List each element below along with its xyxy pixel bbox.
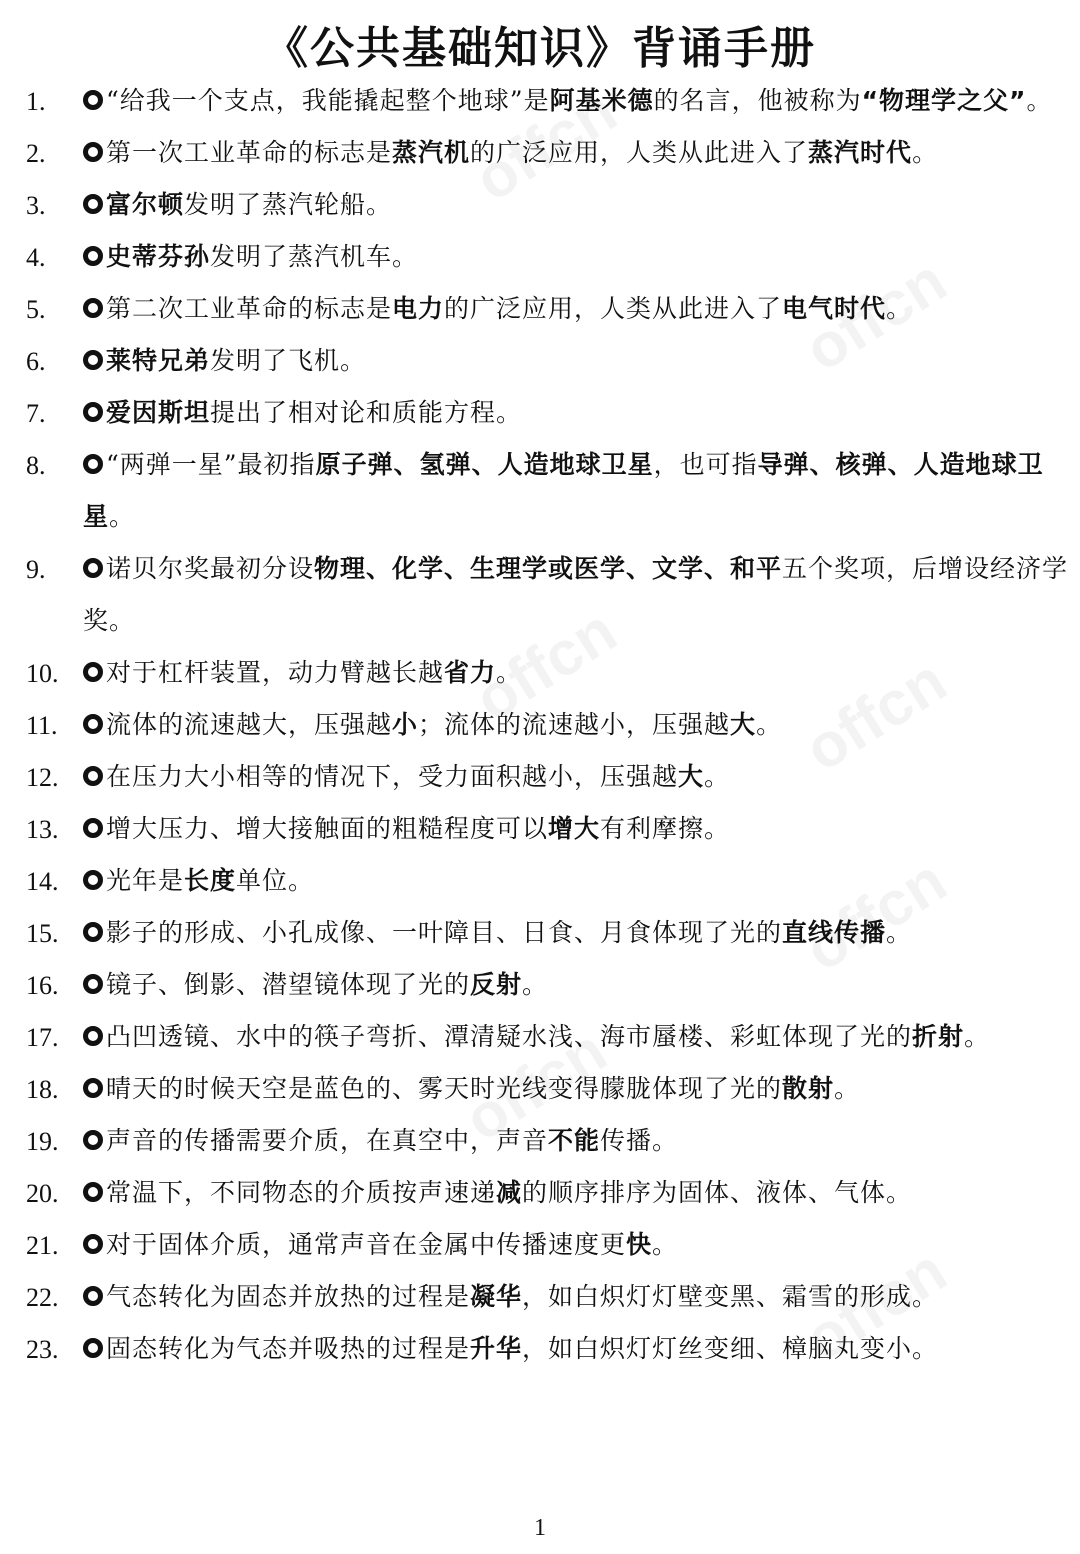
list-item (26, 855, 1074, 907)
item-number: 2. (26, 139, 46, 168)
highlight-text: 增大 (548, 814, 601, 843)
item-list (26, 75, 1074, 1375)
list-item (26, 387, 1074, 439)
body-text: “两弹一星”最初指 (106, 450, 316, 479)
bullet-icon (83, 298, 103, 318)
highlight-text: 蒸汽时代 (808, 138, 913, 167)
list-item (26, 335, 1074, 387)
bullet-icon (83, 142, 103, 162)
highlight-text: 直线传播 (782, 918, 887, 947)
body-text: 。 (704, 762, 731, 791)
list-item (26, 803, 1074, 855)
body-text: ，如白炽灯灯丝变细、樟脑丸变小。 (522, 1334, 939, 1363)
body-text: 发明了飞机。 (210, 346, 367, 375)
bullet-icon (83, 662, 103, 682)
item-number: 10. (26, 659, 59, 688)
item-text (83, 346, 366, 375)
list-item (26, 179, 1074, 231)
list-item (26, 751, 1074, 803)
highlight-text: 凝华 (470, 1282, 523, 1311)
item-text (83, 762, 730, 791)
list-item (26, 75, 1074, 127)
body-text: 流体的流速越大，压强越 (106, 710, 393, 739)
item-number: 15. (26, 919, 59, 948)
item-number: 12. (26, 763, 59, 792)
highlight-text: 导弹、核弹、人造地球卫星 (83, 450, 1044, 531)
bullet-icon (83, 1182, 103, 1202)
item-number: 3. (26, 191, 46, 220)
highlight-text: 省力 (444, 658, 497, 687)
list-item (26, 1271, 1074, 1323)
bullet-icon (83, 818, 103, 838)
item-text (83, 1022, 990, 1051)
item-number: 19. (26, 1127, 59, 1156)
highlight-text: 反射 (470, 970, 523, 999)
list-item (26, 283, 1074, 335)
item-number: 21. (26, 1231, 59, 1260)
item-text (83, 242, 418, 271)
list-item (26, 1219, 1074, 1271)
highlight-text: 原子弹、氢弹、人造地球卫星 (315, 450, 654, 479)
body-text: 。 (964, 1022, 991, 1051)
body-text: 。 (109, 502, 136, 531)
highlight-text: 蒸汽机 (392, 138, 471, 167)
item-number: 11. (26, 711, 58, 740)
item-number: 16. (26, 971, 59, 1000)
item-text (83, 970, 548, 999)
body-text: 单位。 (236, 866, 315, 895)
bullet-icon (83, 1026, 103, 1046)
bullet-icon (83, 1338, 103, 1358)
item-number: 8. (26, 451, 46, 480)
item-text (83, 866, 314, 895)
item-text (83, 918, 912, 947)
body-text: 。 (886, 294, 913, 323)
highlight-text: 不能 (548, 1126, 601, 1155)
bullet-icon (83, 1130, 103, 1150)
highlight-text: 史蒂芬孙 (106, 242, 211, 271)
bullet-icon (83, 350, 103, 370)
bullet-icon (83, 974, 103, 994)
highlight-text: 小 (392, 710, 419, 739)
highlight-text: 大 (678, 762, 705, 791)
body-text: 传播。 (600, 1126, 679, 1155)
list-item (26, 439, 1074, 543)
body-text: 光年是 (106, 866, 185, 895)
item-number: 23. (26, 1335, 59, 1364)
body-text: 的广泛应用，人类从此进入了 (444, 294, 783, 323)
bullet-icon (83, 714, 103, 734)
item-text (83, 190, 392, 219)
item-text (83, 138, 938, 167)
item-number: 20. (26, 1179, 59, 1208)
page-number: 1 (534, 1515, 546, 1541)
bullet-icon (83, 194, 103, 214)
item-number: 22. (26, 1283, 59, 1312)
item-text (83, 814, 730, 843)
highlight-text: “物理学之父” (861, 86, 1027, 115)
highlight-text: 大 (730, 710, 757, 739)
list-item (26, 1011, 1074, 1063)
list-item (26, 1167, 1074, 1219)
item-text (83, 658, 522, 687)
body-text: 第二次工业革命的标志是 (106, 294, 393, 323)
body-text: 有利摩擦。 (600, 814, 731, 843)
body-text: 。 (756, 710, 783, 739)
body-text: ，也可指 (653, 450, 758, 479)
list-item (26, 647, 1074, 699)
list-item (26, 1063, 1074, 1115)
body-text: 镜子、倒影、潜望镜体现了光的 (106, 970, 471, 999)
highlight-text: 折射 (912, 1022, 965, 1051)
body-text: 发明了蒸汽机车。 (210, 242, 419, 271)
body-text: 。 (886, 918, 913, 947)
body-text: 提出了相对论和质能方程。 (210, 398, 523, 427)
item-number: 9. (26, 555, 46, 584)
body-text: 第一次工业革命的标志是 (106, 138, 393, 167)
bullet-icon (83, 454, 103, 474)
body-text: 凸凹透镜、水中的筷子弯折、潭清疑水浅、海市蜃楼、彩虹体现了光的 (106, 1022, 913, 1051)
highlight-text: 物理、化学、生理学或医学、文学、和平 (314, 554, 783, 583)
bullet-icon (83, 558, 103, 578)
item-text (83, 1334, 938, 1363)
item-number: 18. (26, 1075, 59, 1104)
item-text (83, 1230, 678, 1259)
body-text: 的顺序排序为固体、液体、气体。 (522, 1178, 913, 1207)
body-text: 。 (652, 1230, 679, 1259)
item-number: 4. (26, 243, 46, 272)
bullet-icon (83, 246, 103, 266)
highlight-text: 减 (496, 1178, 523, 1207)
body-text: ，如白炽灯灯壁变黑、霜雪的形成。 (522, 1282, 939, 1311)
item-number: 1. (26, 87, 46, 116)
bullet-icon (83, 90, 103, 110)
body-text: 。 (522, 970, 549, 999)
item-text (83, 710, 782, 739)
body-text: 。 (1026, 86, 1053, 115)
page-title: 《公共基础知识》背诵手册 (264, 23, 816, 74)
bullet-icon (83, 402, 103, 422)
highlight-text: 电力 (392, 294, 445, 323)
item-number: 17. (26, 1023, 59, 1052)
body-text: 固态转化为气态并吸热的过程是 (106, 1334, 471, 1363)
body-text: 发明了蒸汽轮船。 (184, 190, 393, 219)
item-text (83, 86, 1053, 115)
body-text: 。 (834, 1074, 861, 1103)
list-item (26, 1323, 1074, 1375)
list-item (26, 699, 1074, 751)
item-text (83, 398, 522, 427)
item-text (83, 450, 1044, 531)
item-text (83, 554, 1068, 635)
item-number: 6. (26, 347, 46, 376)
list-item (26, 127, 1074, 179)
body-text: 对于杠杆装置，动力臂越长越 (106, 658, 445, 687)
highlight-text: 电气时代 (782, 294, 887, 323)
body-text: 声音的传播需要介质，在真空中，声音 (106, 1126, 549, 1155)
body-text: 增大压力、增大接触面的粗糙程度可以 (106, 814, 549, 843)
bullet-icon (83, 1078, 103, 1098)
highlight-text: 快 (626, 1230, 653, 1259)
body-text: 气态转化为固态并放热的过程是 (106, 1282, 471, 1311)
bullet-icon (83, 1234, 103, 1254)
body-text: 诺贝尔奖最初分设 (106, 554, 315, 583)
highlight-text: 阿基米德 (549, 86, 654, 115)
list-item (26, 543, 1074, 647)
highlight-text: 长度 (184, 866, 237, 895)
highlight-text: 升华 (470, 1334, 523, 1363)
body-text: 。 (496, 658, 523, 687)
item-text (83, 294, 912, 323)
body-text: “给我一个支点，我能撬起整个地球”是 (106, 86, 550, 115)
bullet-icon (83, 870, 103, 890)
highlight-text: 散射 (782, 1074, 835, 1103)
body-text: 。 (912, 138, 939, 167)
highlight-text: 莱特兄弟 (106, 346, 211, 375)
body-text: ；流体的流速越小，压强越 (418, 710, 731, 739)
body-text: 五个奖项，后增设经济学奖。 (83, 554, 1069, 635)
item-number: 14. (26, 867, 59, 896)
list-item (26, 907, 1074, 959)
body-text: 晴天的时候天空是蓝色的、雾天时光线变得朦胧体现了光的 (106, 1074, 783, 1103)
list-item (26, 1115, 1074, 1167)
item-text (83, 1074, 860, 1103)
item-number: 13. (26, 815, 59, 844)
item-number: 7. (26, 399, 46, 428)
bullet-icon (83, 766, 103, 786)
list-item (26, 231, 1074, 283)
item-text (83, 1126, 678, 1155)
body-text: 对于固体介质，通常声音在金属中传播速度更 (106, 1230, 627, 1259)
highlight-text: 富尔顿 (106, 190, 185, 219)
item-text (83, 1282, 938, 1311)
item-number: 5. (26, 295, 46, 324)
bullet-icon (83, 922, 103, 942)
list-item (26, 959, 1074, 1011)
body-text: 在压力大小相等的情况下，受力面积越小，压强越 (106, 762, 679, 791)
highlight-text: 爱因斯坦 (106, 398, 211, 427)
item-text (83, 1178, 912, 1207)
body-text: 常温下，不同物态的介质按声速递 (106, 1178, 497, 1207)
bullet-icon (83, 1286, 103, 1306)
body-text: 的名言，他被称为 (653, 86, 862, 115)
body-text: 影子的形成、小孔成像、一叶障目、日食、月食体现了光的 (106, 918, 783, 947)
body-text: 的广泛应用，人类从此进入了 (470, 138, 809, 167)
